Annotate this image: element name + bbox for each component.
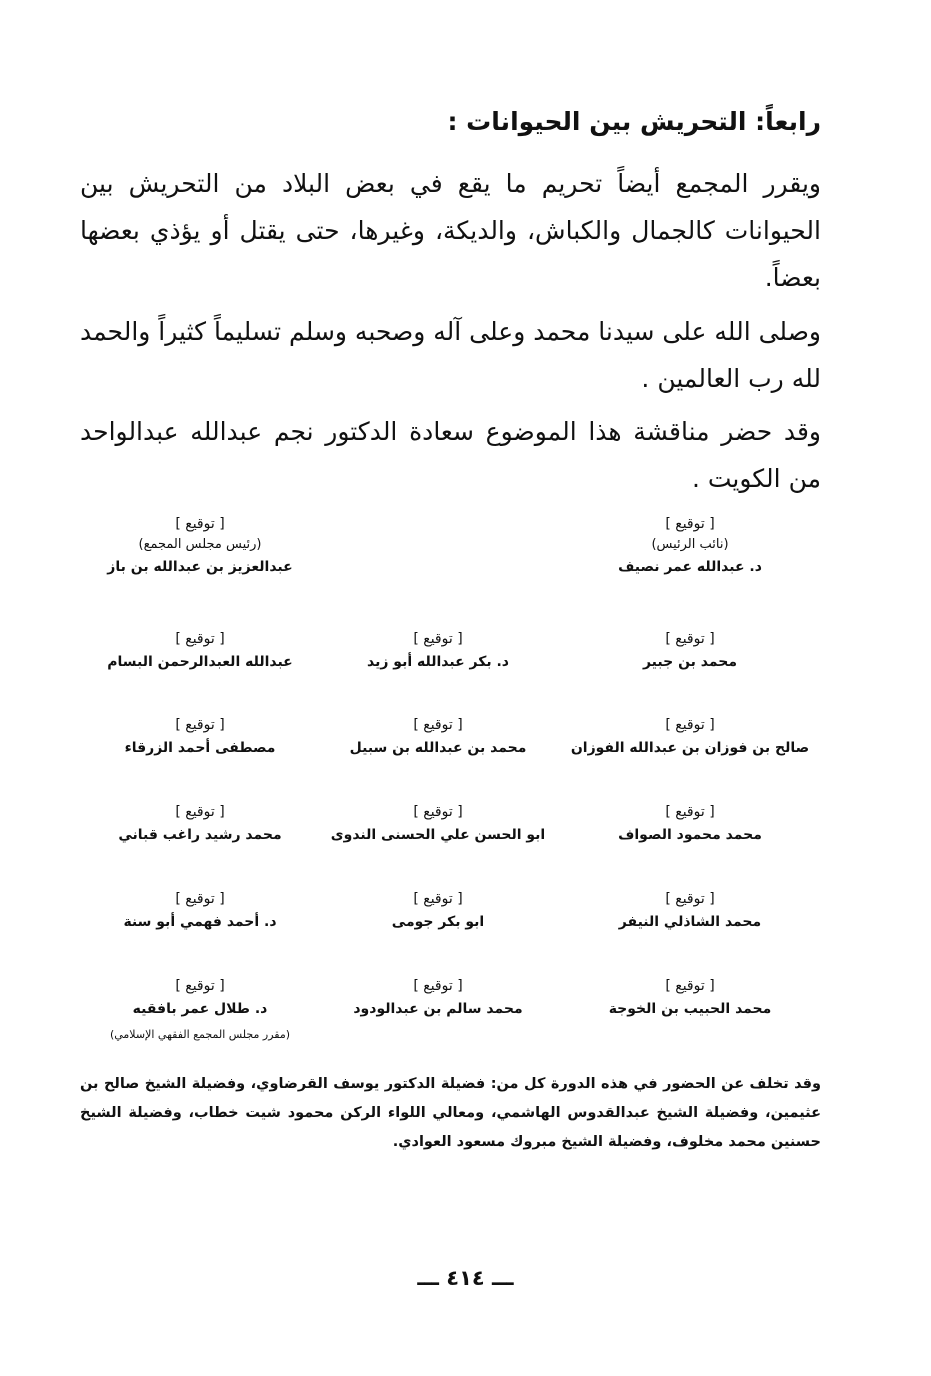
paragraph-closing-prayer: وصلى الله على سيدنا محمد وعلى آله وصحبه وسلم تسليماً كثيراً والحمد لله رب العالمين . (79, 317, 821, 393)
paragraph-ruling: ويقرر المجمع أيضاً تحريم ما يقع في بعض البلاد من التحريش بين الحيوانات كالجمال والكباش، والديكة، وغيرها، حتى يقتل أو يؤذي بعضها بعضاً. (80, 169, 821, 292)
signature-block (80, 714, 320, 760)
signatory-name: د. بكر عبدالله أبو زيد (367, 654, 509, 670)
signatory-role: (رئيس مجلس المجمع) (138, 537, 262, 552)
signatory-name: صالح بن فوزان بن عبدالله الفوزان (570, 740, 810, 756)
signature-block (570, 801, 810, 847)
signatory-note: (مقرر مجلس المجمع الفقهي الإسلامي) (109, 1028, 291, 1041)
signature-tag: [ توقيع ] (665, 978, 715, 994)
signature-block (80, 628, 320, 674)
signature-block (80, 513, 320, 579)
signatory-name: محمد محمود الصواف (618, 827, 762, 843)
signature-block (570, 975, 810, 1021)
page-number: ـــ ٤١٤ ـــ (417, 1266, 514, 1290)
section-heading: رابعاً: التحريش بين الحيوانات : (447, 107, 821, 136)
signatory-name: محمد سالم بن عبدالودود (353, 1001, 523, 1017)
signature-block (318, 888, 558, 934)
signature-tag: [ توقيع ] (413, 804, 463, 820)
signatory-name: عبدالله العبدالرحمن البسام (107, 654, 293, 670)
signatory-name: د. أحمد فهمي أبو سنة (123, 914, 277, 930)
signature-tag: [ توقيع ] (175, 631, 225, 647)
signature-block (80, 801, 320, 847)
signatory-name: محمد بن عبدالله بن سبيل (349, 740, 527, 756)
signature-tag: [ توقيع ] (665, 631, 715, 647)
signature-block (80, 975, 320, 1045)
paragraph-attendance: وقد حضر مناقشة هذا الموضوع سعادة الدكتور نجم عبدالله عبدالواحد من الكويت . (80, 417, 821, 493)
signatory-name: ابو بكر جومى (391, 914, 485, 930)
signatory-name: محمد رشيد راغب قباني (118, 827, 282, 843)
signature-tag: [ توقيع ] (175, 804, 225, 820)
signature-block (318, 714, 558, 760)
signature-tag: [ توقيع ] (665, 516, 715, 532)
signature-tag: [ توقيع ] (175, 516, 225, 532)
signature-tag: [ توقيع ] (413, 717, 463, 733)
signature-block (80, 888, 320, 934)
signature-tag: [ توقيع ] (665, 804, 715, 820)
signature-tag: [ توقيع ] (175, 717, 225, 733)
signatory-name: د. طلال عمر بافقيه (132, 1001, 268, 1017)
signatory-name: ابو الحسن علي الحسنى الندوى (330, 827, 546, 843)
signature-tag: [ توقيع ] (175, 891, 225, 907)
signature-block (318, 628, 558, 674)
signature-tag: [ توقيع ] (413, 631, 463, 647)
signature-block (570, 513, 810, 579)
signatory-role: (نائب الرئيس) (651, 537, 729, 552)
signature-block (570, 888, 810, 934)
signatory-name: د. عبدالله عمر نصيف (618, 559, 762, 575)
signatory-name: محمد الشاذلي النيفر (618, 914, 762, 930)
signatory-name: محمد الحبيب بن الخوجة (608, 1001, 772, 1017)
signatory-name: محمد بن جبير (642, 654, 738, 670)
signature-tag: [ توقيع ] (665, 891, 715, 907)
signature-block (318, 975, 558, 1021)
absence-note: وقد تخلف عن الحضور في هذه الدورة كل من: فضيلة الدكتور يوسف القرضاوي، وفضيلة الشيخ صالح بن عثيمين، وفضيلة الشيخ عبدالقدوس الهاشمي، ومعالي اللواء الركن محمود شيت خطاب، وفضيلة الشيخ حسنين محمد مخلوف، وفضيلة الشيخ مبروك مسعود العوادي. (80, 1076, 821, 1150)
signatory-name: عبدالعزيز بن عبدالله بن باز (107, 559, 293, 575)
signature-block (318, 801, 558, 847)
signature-tag: [ توقيع ] (175, 978, 225, 994)
signatory-name: مصطفى أحمد الزرقاء (124, 740, 276, 756)
signature-block (570, 714, 810, 760)
signature-block (570, 628, 810, 674)
signature-tag: [ توقيع ] (665, 717, 715, 733)
signature-tag: [ توقيع ] (413, 978, 463, 994)
signature-tag: [ توقيع ] (413, 891, 463, 907)
